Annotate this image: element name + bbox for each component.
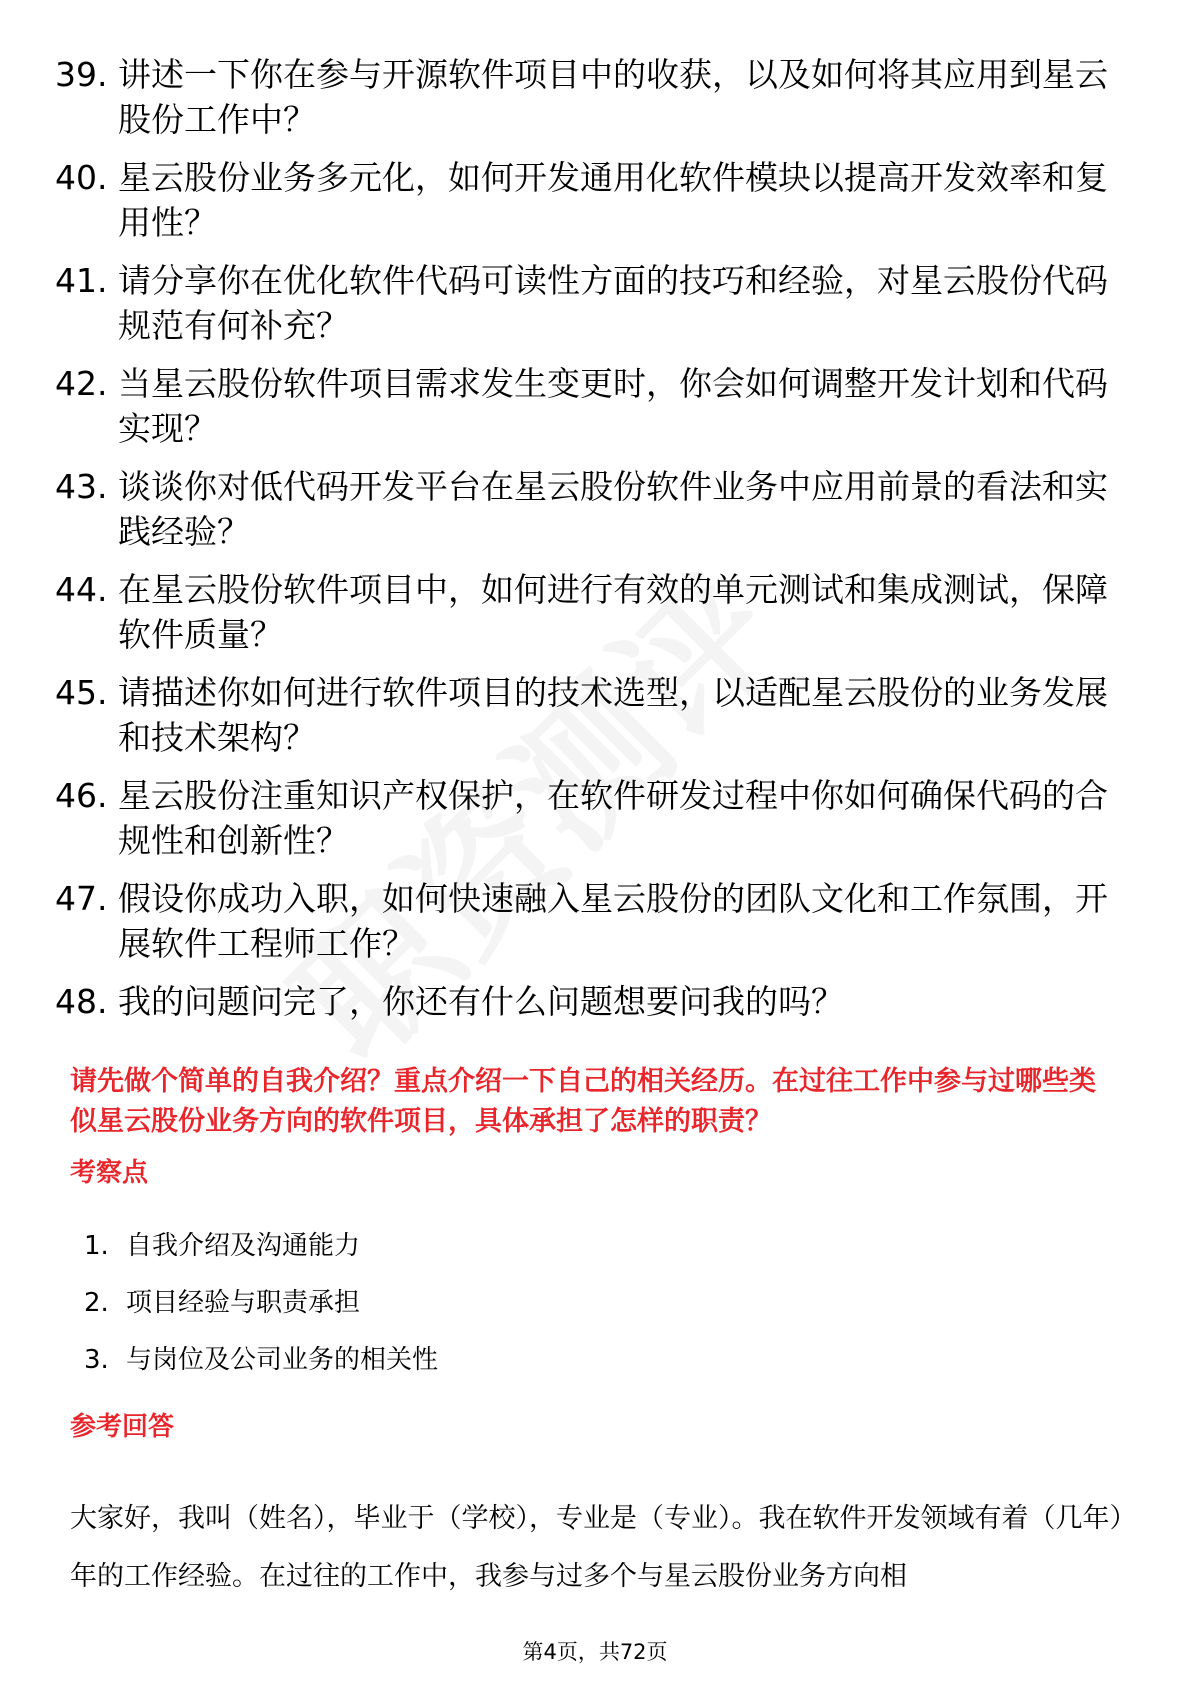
examine-title: 考察点 bbox=[70, 1158, 149, 1188]
point-text: 自我介绍及沟通能力 bbox=[126, 1231, 361, 1261]
highlight-question: 请先做个简单的自我介绍？重点介绍一下自己的相关经历。在过往工作中参与过哪些类似星云股份业务方向的软件项目，具体承担了怎样的职责？ bbox=[70, 1066, 1096, 1137]
page-footer: 第4页，共72页 bbox=[522, 1640, 668, 1664]
question-item bbox=[55, 773, 1135, 863]
answer-title: 参考回答 bbox=[70, 1412, 175, 1442]
question-number: 45. bbox=[55, 673, 108, 712]
question-text: 在星云股份软件项目中，如何进行有效的单元测试和集成测试，保障软件质量？ bbox=[118, 570, 1108, 654]
question-number: 39. bbox=[55, 55, 108, 94]
examine-point bbox=[84, 1285, 438, 1321]
point-number: 1. bbox=[84, 1231, 109, 1261]
question-item bbox=[55, 155, 1135, 245]
question-item bbox=[55, 52, 1135, 142]
question-item bbox=[55, 979, 1135, 1024]
question-text: 当星云股份软件项目需求发生变更时，你会如何调整开发计划和代码实现？ bbox=[118, 364, 1108, 448]
point-number: 2. bbox=[84, 1288, 109, 1318]
question-number: 47. bbox=[55, 879, 108, 918]
question-text: 我的问题问完了，你还有什么问题想要问我的吗？ bbox=[118, 982, 844, 1021]
question-text: 谈谈你对低代码开发平台在星云股份软件业务中应用前景的看法和实践经验？ bbox=[118, 467, 1108, 551]
question-number: 44. bbox=[55, 570, 108, 609]
question-item bbox=[55, 876, 1135, 966]
point-text: 与岗位及公司业务的相关性 bbox=[126, 1345, 439, 1375]
point-text: 项目经验与职责承担 bbox=[126, 1288, 361, 1318]
question-text: 星云股份业务多元化，如何开发通用化软件模块以提高开发效率和复用性？ bbox=[118, 158, 1108, 242]
answer-text: 大家好，我叫（姓名），毕业于（学校），专业是（专业）。我在软件开发领域有着（几年）年的工作经验。在过往的工作中，我参与过多个与星云股份业务方向相 bbox=[70, 1503, 1123, 1592]
examine-points bbox=[84, 1228, 438, 1399]
question-text: 假设你成功入职，如何快速融入星云股份的团队文化和工作氛围，开展软件工程师工作？ bbox=[118, 879, 1108, 963]
question-number: 48. bbox=[55, 982, 108, 1021]
question-item bbox=[55, 464, 1135, 554]
question-item bbox=[55, 361, 1135, 451]
question-text: 请描述你如何进行软件项目的技术选型，以适配星云股份的业务发展和技术架构？ bbox=[118, 673, 1108, 757]
question-text: 星云股份注重知识产权保护，在软件研发过程中你如何确保代码的合规性和创新性？ bbox=[118, 776, 1108, 860]
question-list bbox=[55, 52, 1135, 1037]
point-number: 3. bbox=[84, 1345, 109, 1375]
question-number: 40. bbox=[55, 158, 108, 197]
question-number: 43. bbox=[55, 467, 108, 506]
examine-point bbox=[84, 1228, 438, 1264]
question-number: 42. bbox=[55, 364, 108, 403]
question-item bbox=[55, 567, 1135, 657]
question-text: 讲述一下你在参与开源软件项目中的收获，以及如何将其应用到星云股份工作中？ bbox=[118, 55, 1108, 139]
examine-point bbox=[84, 1342, 438, 1378]
question-number: 41. bbox=[55, 261, 108, 300]
question-item bbox=[55, 670, 1135, 760]
question-item bbox=[55, 258, 1135, 348]
question-text: 请分享你在优化软件代码可读性方面的技巧和经验，对星云股份代码规范有何补充？ bbox=[118, 261, 1108, 345]
question-number: 46. bbox=[55, 776, 108, 815]
